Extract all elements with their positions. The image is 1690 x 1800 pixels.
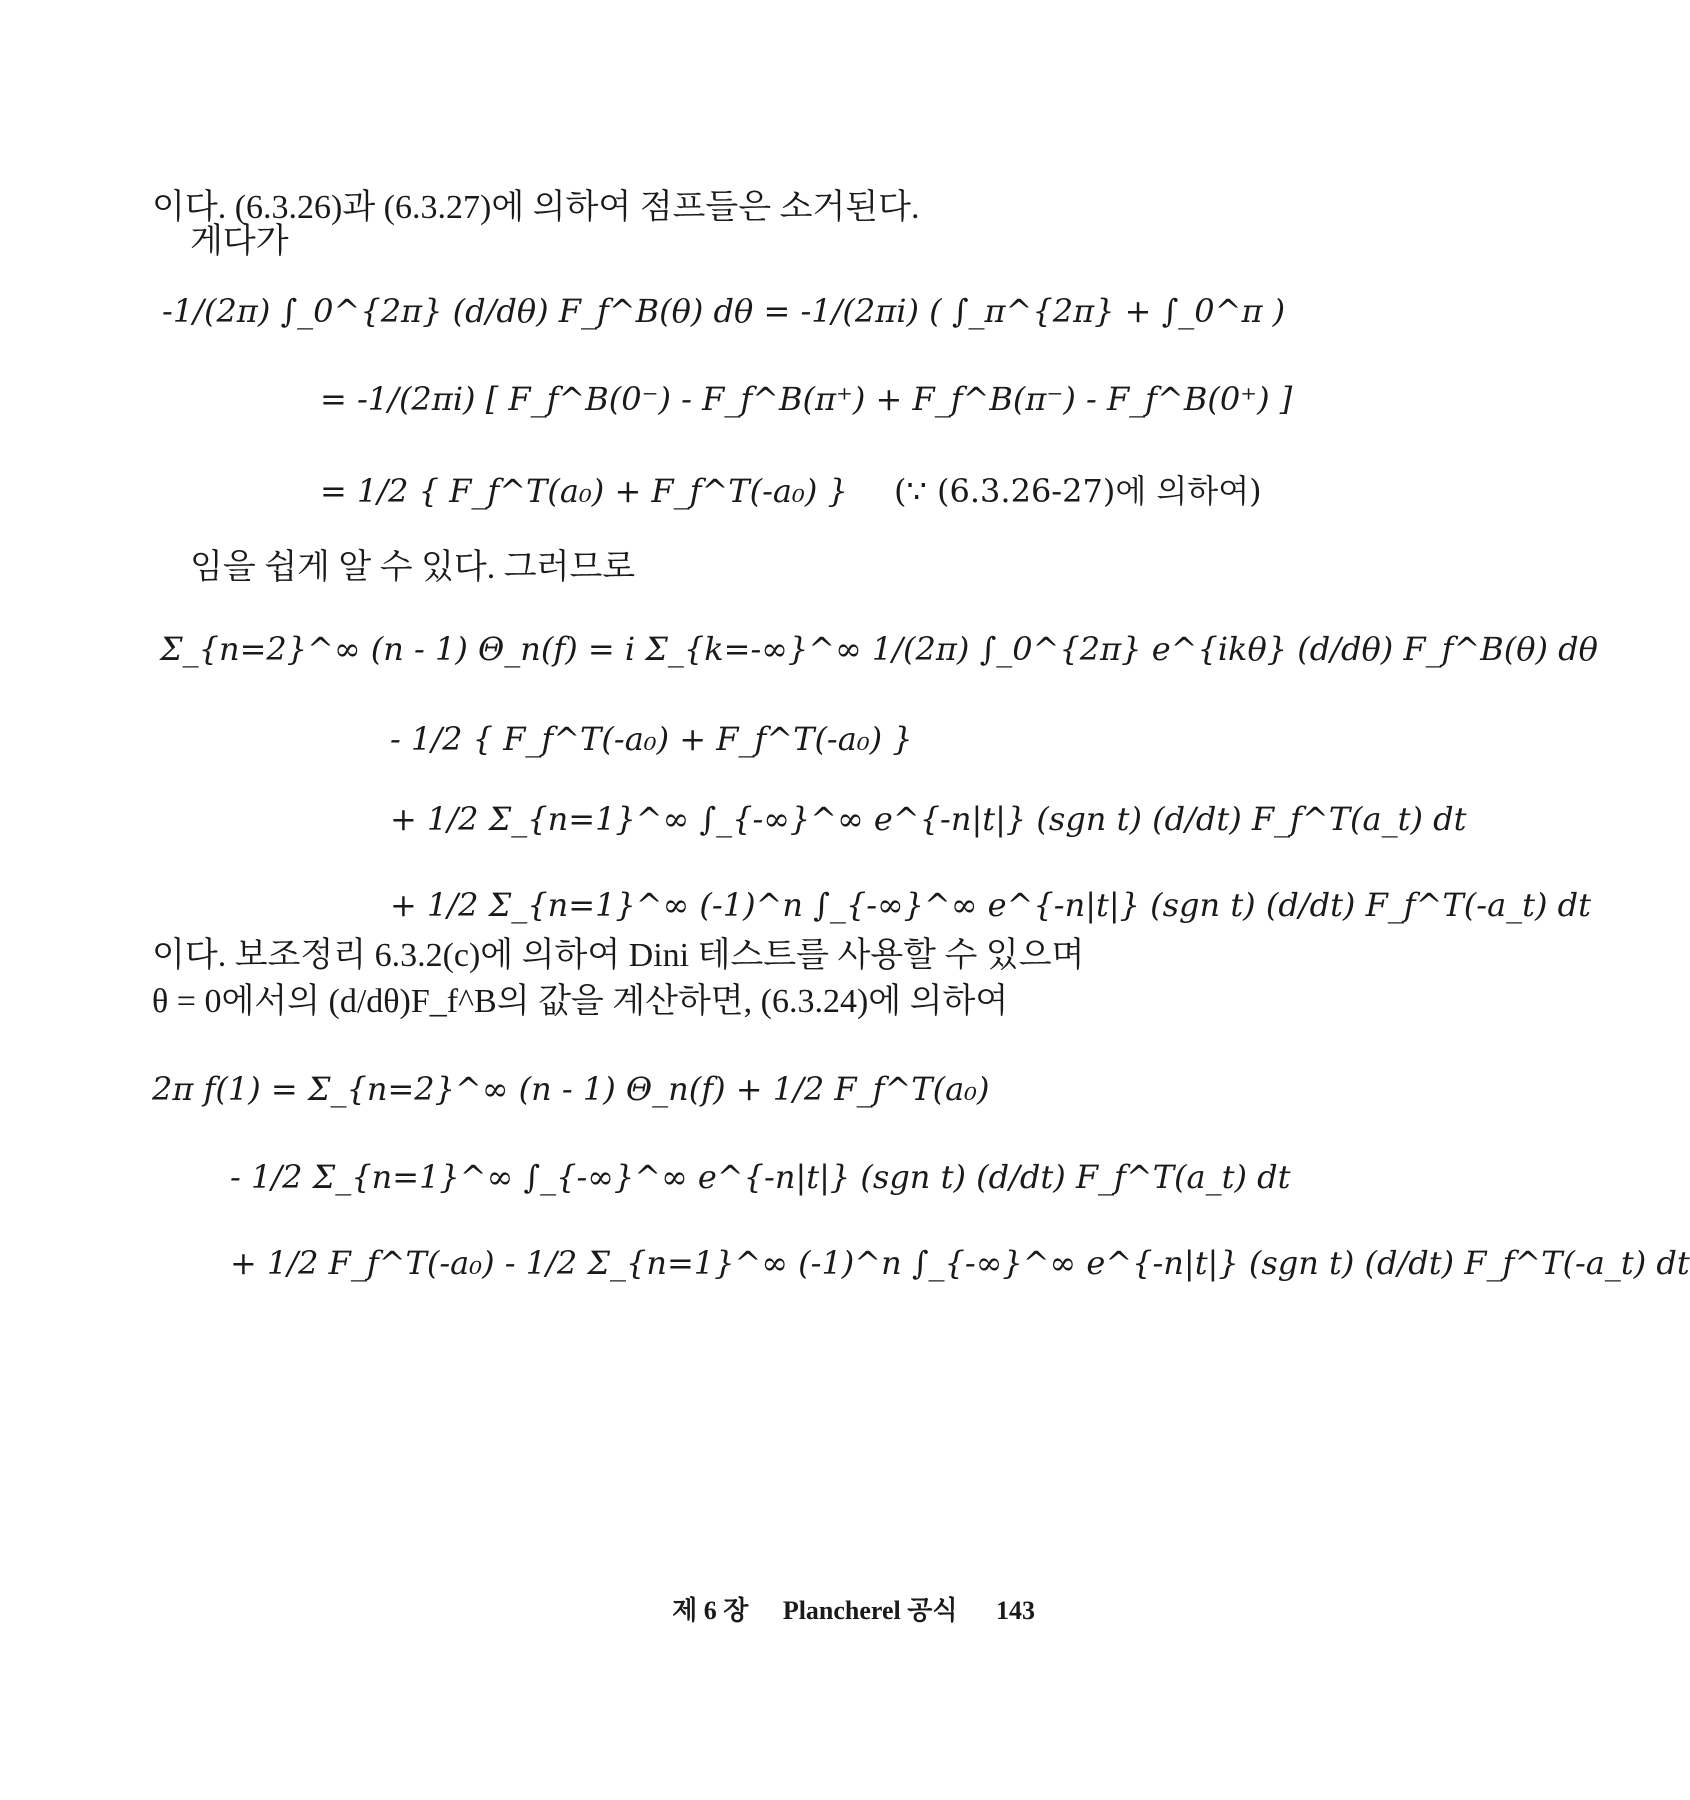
equation-1: -1/(2π) ∫_0^{2π} (d/dθ) F_f^B(θ) dθ = -1/(2πi) ( ∫_π^{2π} + ∫_0^π ) xyxy=(162,292,1286,330)
paragraph-4: 이다. 보조정리 6.3.2(c)에 의하여 Dini 테스트를 사용할 수 있으며 xyxy=(152,937,1085,974)
page-footer xyxy=(672,1590,1035,1627)
equation-4: Σ_{n=2}^∞ (n - 1) Θ_n(f) = i Σ_{k=-∞}^∞ 1/(2π) ∫_0^{2π} e^{ikθ} (d/dθ) F_f^B(θ) dθ xyxy=(160,630,1598,668)
equation-8: 2π f(1) = Σ_{n=2}^∞ (n - 1) Θ_n(f) + 1/2 F_f^T(a₀) xyxy=(152,1070,990,1108)
equation-3 xyxy=(320,466,1262,512)
equation-9: - 1/2 Σ_{n=1}^∞ ∫_{-∞}^∞ e^{-n|t|} (sgn t) (d/dt) F_f^T(a_t) dt xyxy=(230,1158,1291,1196)
equation-3-note: (∵ (6.3.26-27)에 의하여) xyxy=(894,472,1262,510)
equation-6: + 1/2 Σ_{n=1}^∞ ∫_{-∞}^∞ e^{-n|t|} (sgn t) (d/dt) F_f^T(a_t) dt xyxy=(390,800,1467,838)
paragraph-3: 임을 쉽게 알 수 있다. 그러므로 xyxy=(190,549,636,586)
equation-5: - 1/2 { F_f^T(-a₀) + F_f^T(-a₀) } xyxy=(390,720,913,758)
footer-chapter: 제 6 장 xyxy=(672,1596,749,1625)
equation-10: + 1/2 F_f^T(-a₀) - 1/2 Σ_{n=1}^∞ (-1)^n ∫_{-∞}^∞ e^{-n|t|} (sgn t) (d/dt) F_f^T(-a_t) dt xyxy=(230,1244,1690,1282)
paragraph-5: θ = 0에서의 (d/dθ)F_f^B의 값을 계산하면, (6.3.24)에 의하여 xyxy=(152,983,1009,1020)
page-number: 143 xyxy=(996,1596,1035,1625)
paragraph-2: 게다가 xyxy=(190,223,289,260)
equation-7: + 1/2 Σ_{n=1}^∞ (-1)^n ∫_{-∞}^∞ e^{-n|t|} (sgn t) (d/dt) F_f^T(-a_t) dt xyxy=(390,886,1592,924)
paragraph-1: 이다. (6.3.26)과 (6.3.27)에 의하여 점프들은 소거된다. xyxy=(152,189,920,226)
equation-3-expression: = 1/2 { F_f^T(a₀) + F_f^T(-a₀) } xyxy=(320,472,848,510)
footer-title: Plancherel 공식 xyxy=(782,1596,958,1625)
equation-2: = -1/(2πi) [ F_f^B(0⁻) - F_f^B(π⁺) + F_f^B(π⁻) - F_f^B(0⁺) ] xyxy=(320,380,1293,418)
